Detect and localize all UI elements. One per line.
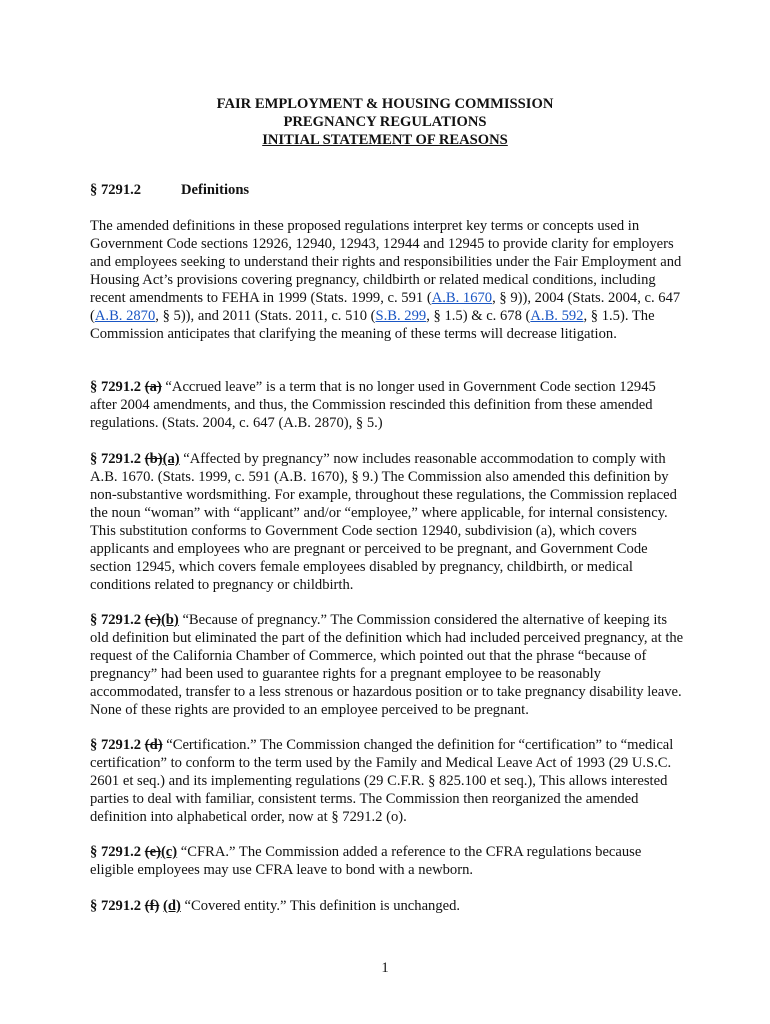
paragraph-accrued-leave [90, 378, 684, 432]
intro-text-1: The amended definitions in these proposed regulations interpret key terms or concepts used in Government Code sections 12926, 12940, 12943, 12944 and 12945 to provide clarity for employers and employees seeking to understand their rights and responsibilities under the Fair Employment and Housing Act’s provisions covering pregnancy, childbirth or related medical conditions, including recent amendments to FEHA in 1999 (Stats. 1999, c. 591 ( [90, 218, 682, 306]
title-line-3 [0, 131, 770, 149]
paragraph-covered-entity [90, 897, 684, 915]
intro-text-5: , § 1.5). The Commission anticipates that clarifying the meaning of these terms will decrease litigation. [90, 308, 655, 342]
deleted-subdivision: (e) [144, 844, 161, 860]
paragraph-section-ref: § 7291.2 [90, 612, 142, 628]
deleted-subdivision: (d) [144, 737, 163, 753]
link-sb-299[interactable]: S.B. 299 [375, 308, 427, 324]
paragraph-section-ref: § 7291.2 [90, 737, 142, 753]
deleted-subdivision: (b) [144, 451, 163, 467]
paragraph-text: “Certification.” The Commission changed the definition for “certification” to “medical certification” to conform to the term used by the Family and Medical Leave Act of 1993 (29 U.S.C. 2601 et seq.) and its implementing regulations (29 C.F.R. § 825.100 et seq.), This allows interested parties to deal with familiar, consistent terms. The Commission then reorganized the amended definition into alphabetical order, now at § 7291.2 (o). [90, 737, 674, 825]
title-line-1: FAIR EMPLOYMENT & HOUSING COMMISSION [216, 96, 554, 112]
inserted-subdivision: (a) [162, 451, 180, 467]
paragraph-text: “Accrued leave” is a term that is no longer used in Government Code section 12945 after 2004 amendments, and thus, the Commission rescinded this definition from these amended regulations. (Stats. 2004, c. 647 (A.B. 2870), § 5.) [90, 379, 656, 431]
paragraph-because-of-pregnancy [90, 611, 684, 719]
document-title [0, 95, 770, 149]
title-line-2: PREGNANCY REGULATIONS [283, 114, 487, 130]
intro-text-4: , § 1.5) & c. 678 ( [426, 308, 531, 324]
link-ab-1670[interactable]: A.B. 1670 [431, 290, 493, 306]
page-number: 1 [381, 960, 389, 976]
paragraph-section-ref: § 7291.2 [90, 379, 142, 395]
paragraph-text: “Because of pregnancy.” The Commission considered the alternative of keeping its old definition but eliminated the part of the definition which had included perceived pregnancy, at the request of the California Chamber of Commerce, which pointed out that the phrase “because of pregnancy” had been used to guarantee rights for a pregnant employee to be reasonably accommodated, transfer to a less strenous or hazardous position or to take pregnancy disability leave. None of these rights are provided to an employee perceived to be pregnant. [90, 612, 684, 718]
link-ab-2870[interactable]: A.B. 2870 [94, 308, 156, 324]
deleted-subdivision: (a) [144, 379, 162, 395]
inserted-subdivision: (c) [160, 844, 178, 860]
paragraph-section-ref: § 7291.2 [90, 898, 142, 914]
paragraph-cfra [90, 843, 684, 879]
intro-text-2: , § 9)), 2004 (Stats. 2004, c. 647 ( [90, 290, 681, 324]
deleted-subdivision: (f) [144, 898, 160, 914]
intro-text-3: , § 5)), and 2011 (Stats. 2011, c. 510 ( [155, 308, 376, 324]
link-ab-592[interactable]: A.B. 592 [530, 308, 584, 324]
paragraph-text: “Affected by pregnancy” now includes reasonable accommodation to comply with A.B. 1670. (Stats. 1999, c. 591 (A.B. 1670), § 9.) The Commission also amended this definition by non-substantive wordsmithing. For example, throughout these regulations, the Commission replaced the noun “woman” with “applicant” and/or “employee,” where applicable, for internal consistency. This substitution conforms to Government Code section 12940, subdivision (a), which covers applicants and employees who are pregnant or perceived to be pregnant, and Government Code section 12945, which covers female employees disabled by pregnancy, childbirth, or medical conditions related to pregnancy or childbirth. [90, 451, 677, 593]
inserted-subdivision: (d) [162, 898, 181, 914]
inserted-subdivision: (b) [160, 612, 179, 628]
section-title: Definitions [181, 182, 250, 198]
paragraph-affected-by-pregnancy [90, 450, 684, 594]
section-number: § 7291.2 [90, 182, 142, 198]
title-line-3-text: INITIAL STATEMENT OF REASONS [262, 132, 508, 148]
paragraph-section-ref: § 7291.2 [90, 451, 142, 467]
intro-paragraph [90, 217, 684, 343]
paragraph-text: “Covered entity.” This definition is unchanged. [184, 898, 461, 914]
paragraph-text: “CFRA.” The Commission added a reference to the CFRA regulations because eligible employees may use CFRA leave to bond with a newborn. [90, 844, 642, 878]
section-heading [90, 182, 249, 199]
paragraph-section-ref: § 7291.2 [90, 844, 142, 860]
paragraph-certification [90, 736, 684, 826]
deleted-subdivision: (c) [144, 612, 161, 628]
